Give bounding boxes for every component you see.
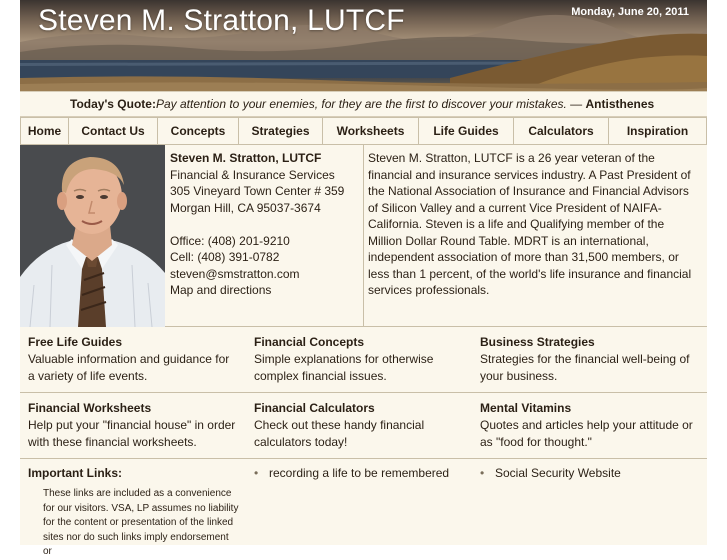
link-recording-a-life[interactable]: • recording a life to be remembered	[254, 465, 472, 481]
links-list-2	[472, 465, 707, 560]
main-nav	[20, 117, 707, 145]
feature-title[interactable]: Financial Calculators	[254, 401, 375, 415]
feature-financial-worksheets[interactable]	[20, 393, 246, 459]
company-name: Financial & Insurance Services	[170, 167, 335, 182]
address-line-1: 305 Vineyard Town Center # 359	[170, 184, 345, 198]
important-links-title: Important Links:	[28, 466, 123, 480]
spacer	[170, 216, 358, 233]
email-link[interactable]: steven@smstratton.com	[170, 266, 300, 281]
map-directions-link[interactable]: Map and directions	[170, 283, 272, 297]
quote-label: Today's Quote:	[70, 97, 156, 111]
feature-business-strategies[interactable]	[472, 327, 707, 393]
link-social-security[interactable]: • Social Security Website	[480, 465, 707, 481]
feature-title[interactable]: Business Strategies	[480, 335, 595, 349]
important-links-section	[20, 459, 707, 560]
cell-phone: Cell: (408) 391-0782	[170, 250, 280, 264]
nav-calculators[interactable]: Calculators	[514, 118, 609, 144]
contact-block	[165, 145, 364, 326]
important-links-column	[20, 465, 246, 560]
feature-desc: Simple explanations for otherwise complex financial issues.	[254, 352, 434, 383]
feature-desc: Valuable information and guidance for a variety of life events.	[28, 352, 230, 383]
advisor-photo	[20, 145, 165, 327]
todays-quote	[20, 91, 707, 117]
nav-contact-us[interactable]: Contact Us	[69, 118, 158, 144]
current-date: Monday, June 20, 2011	[571, 6, 689, 18]
nav-concepts[interactable]: Concepts	[158, 118, 239, 144]
feature-title[interactable]: Financial Concepts	[254, 335, 365, 349]
advisor-name: Steven M. Stratton, LUTCF	[170, 151, 322, 165]
feature-life-guides[interactable]	[20, 327, 246, 393]
site-title: Steven M. Stratton, LUTCF	[38, 4, 405, 37]
nav-strategies[interactable]: Strategies	[239, 118, 323, 144]
feature-title[interactable]: Mental Vitamins	[480, 401, 572, 415]
feature-desc: Quotes and articles help your attitude or as "food for thought."	[480, 418, 693, 449]
quote-dash: —	[566, 97, 586, 111]
nav-life-guides[interactable]: Life Guides	[419, 118, 514, 144]
links-disclaimer: These links are included as a convenience for our visitors. VSA, LP assumes no liability for the content or presentation of the linked sites nor do such links imply endorsement or	[43, 488, 239, 557]
quote-text: Pay attention to your enemies, for they are the first to discover your mistakes.	[155, 97, 567, 111]
quote-author: Antisthenes	[585, 97, 655, 111]
address-line-2: Morgan Hill, CA 95037-3674	[170, 200, 321, 215]
page	[20, 0, 707, 557]
feature-grid	[20, 327, 707, 459]
nav-inspiration[interactable]: Inspiration	[609, 118, 707, 144]
feature-financial-concepts[interactable]	[246, 327, 472, 393]
advisor-bio: Steven M. Stratton, LUTCF is a 26 year veteran of the financial and insurance services industry. A Past President of the National Association of Insurance and Financial Advisors of Silicon Valley and a current Vice President of NAIFA-California. Steven is a life and Qualifying member of the Million Dollar Round Table. MDRT is an international, independent association of more than 31,500 members, or less than 1 percent, of the world's life insurance and financial services professionals.	[368, 151, 692, 297]
feature-financial-calculators[interactable]	[246, 393, 472, 459]
nav-home[interactable]: Home	[20, 118, 69, 144]
feature-mental-vitamins[interactable]	[472, 393, 707, 459]
profile-section	[20, 145, 707, 327]
office-phone: Office: (408) 201-9210	[170, 233, 290, 248]
header-banner	[20, 0, 707, 91]
portrait-image	[20, 145, 165, 327]
feature-desc: Strategies for the financial well-being of your business.	[480, 352, 690, 383]
feature-title[interactable]: Free Life Guides	[28, 335, 123, 349]
nav-worksheets[interactable]: Worksheets	[323, 118, 419, 144]
feature-desc: Check out these handy financial calculators today!	[254, 418, 425, 449]
feature-title[interactable]: Financial Worksheets	[28, 401, 152, 415]
feature-desc: Help put your "financial house" in order with these financial worksheets.	[28, 418, 236, 449]
links-list-1	[246, 465, 472, 560]
